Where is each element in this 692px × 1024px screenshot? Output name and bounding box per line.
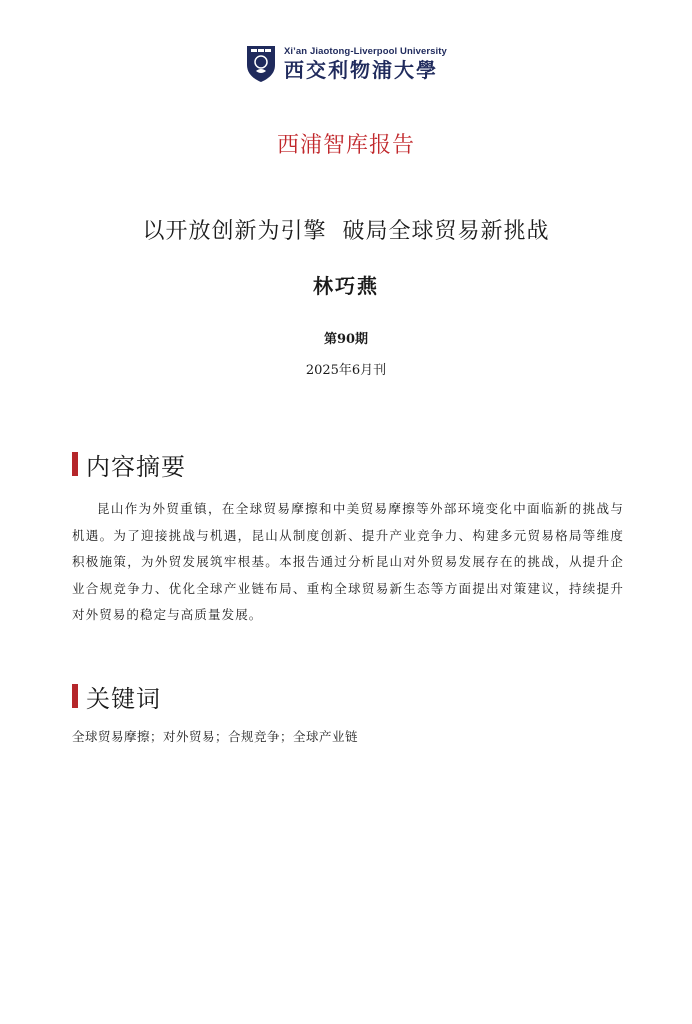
- issue-number: 第90期: [323, 332, 369, 347]
- section-marker: [72, 452, 78, 476]
- report-author: 林巧燕: [313, 274, 379, 298]
- keywords-list: 全球贸易摩擦；对外贸易；合规竞争；全球产业链: [72, 729, 359, 744]
- abstract-paragraph: 昆山作为外贸重镇，在全球贸易摩擦和中美贸易摩擦等外部环境变化中面临新的挑战与机遇。为了迎接挑战与机遇，昆山从制度创新、提升产业竞争力、构建多元贸易格局等维度积极施策，为外贸发展筑牢根基。本报告通过分析昆山对外贸易发展存在的挑战，从提升企业合规竞争力、优化全球产业链布局、重构全球贸易新生态等方面提出对策建议，持续提升对外贸易的稳定与高质量发展。: [72, 501, 624, 622]
- report-series-title: 西浦智库报告: [276, 133, 415, 158]
- section-marker: [72, 684, 78, 708]
- university-name-en: Xi’an Jiaotong-Liverpool University: [284, 46, 447, 57]
- university-name-cn: 西交利物浦大學: [284, 58, 438, 82]
- university-logo: [246, 44, 447, 84]
- keywords-heading-text: 关键词: [86, 684, 161, 713]
- keywords-heading: [72, 681, 161, 711]
- issue-date: 2025年6月刊: [305, 363, 387, 378]
- abstract-heading-text: 内容摘要: [86, 452, 186, 481]
- university-crest-icon: [246, 45, 276, 83]
- report-title: 以开放创新为引擎 破局全球贸易新挑战: [142, 219, 550, 244]
- abstract-heading: [72, 449, 186, 479]
